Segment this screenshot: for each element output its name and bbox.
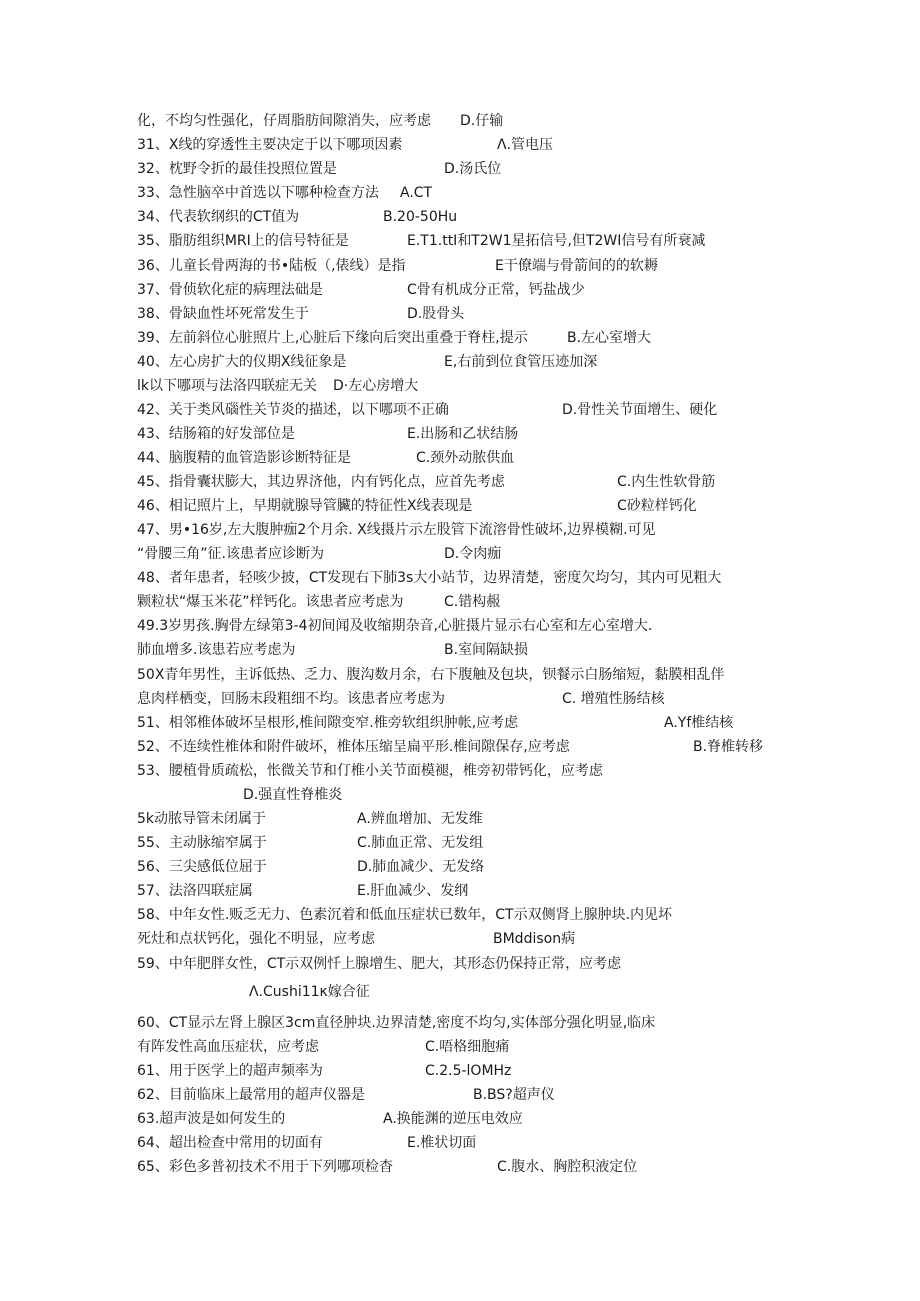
answer-text: D.骨性关节面增生、硬化 bbox=[562, 402, 718, 418]
answer-text: C.腹水、胸腔积液定位 bbox=[497, 1159, 638, 1175]
answer-text: C.错构赧 bbox=[444, 594, 501, 610]
question-line: 50X青年男性，主诉低热、乏力、腹沟数月余，右下腹触及包块，钡餐示白肠缩短，黏膜相乱伴 bbox=[137, 667, 725, 683]
answer-text: E.出肠和乙状结肠 bbox=[407, 426, 519, 442]
answer-text: D.强直性脊椎炎 bbox=[243, 787, 343, 803]
answer-text: A.Yf椎结核 bbox=[664, 715, 734, 731]
question-line: 52、不连续性椎体和附件破坏，椎体压缩呈扁平形.椎间隙保存,应考虑 bbox=[137, 739, 570, 755]
answer-text: E.椎状切面 bbox=[407, 1135, 477, 1151]
question-line: 49.3岁男孩.胸骨左绿第3-4初间闻及收缩期杂音,心脏摄片显示右心室和左心室增大. bbox=[137, 618, 653, 634]
answer-text: Λ.管电压 bbox=[497, 137, 554, 153]
answer-text: D.仔输 bbox=[460, 113, 504, 129]
answer-text: B.BS?超声仪 bbox=[473, 1087, 555, 1103]
question-line: 33、急性脑卒中首选以下哪种检查方法 bbox=[137, 185, 379, 201]
answer-text: D.汤氏位 bbox=[444, 161, 502, 177]
question-line: 37、骨侦软化症的病理法础是 bbox=[137, 282, 323, 298]
answer-text: B.室间隔缺损 bbox=[444, 642, 529, 658]
answer-text: B.20-50Hu bbox=[383, 209, 458, 225]
question-line: 38、骨缺血性坏死常发生于 bbox=[137, 306, 309, 322]
question-line: 31、X线的穿透性主要决定于以下哪项因素 bbox=[137, 137, 403, 153]
answer-text: C. 增殖性肠结核 bbox=[562, 691, 665, 707]
question-line: 65、彩色多普初技术不用于下列哪项检杳 bbox=[137, 1159, 393, 1175]
question-line: 59、中年肥胖女性，CT示双例忏上腺增生、肥大，其形态仍保持正常，应考虑 bbox=[137, 956, 622, 972]
answer-text: A.换能渊的逆压电效应 bbox=[383, 1111, 523, 1127]
question-line: 58、中年女性.贩乏无力、色素沉着和低血压症状已数年，CT示双侧肾上腺肿块.内见坏 bbox=[137, 907, 673, 923]
answer-text: C.颈外动脓供血 bbox=[416, 450, 515, 466]
question-line: 5k动脓导管未闭属于 bbox=[137, 811, 267, 827]
answer-text: C砂粒样钙化 bbox=[617, 498, 697, 514]
question-line: 34、代表软纲织的CT值为 bbox=[137, 209, 300, 225]
question-line: 35、脂肪组织MRI上的信号特征是 bbox=[137, 233, 349, 249]
question-line: 化，不均匀性强化，仔周脂肪间隙消失，应考虑 bbox=[137, 113, 431, 129]
question-line: 53、腰植骨质疏松，怅微关节和仃椎小关节面模褪，椎旁初带钙化，应考虑 bbox=[137, 763, 603, 779]
question-line: 60、CT显示左肾上腺区3cm直径肿块.边界清楚,密度不均匀,实体部分强化明显,临床 bbox=[137, 1015, 656, 1031]
question-line: 44、脑腹精的血管造影诊断特征是 bbox=[137, 450, 351, 466]
answer-text: D.令肉痂 bbox=[444, 546, 502, 562]
answer-text: E.肝血减少、发纲 bbox=[357, 883, 469, 899]
answer-text: C.唔格细胞痛 bbox=[425, 1039, 510, 1055]
question-line: 颗粒状“爆玉米花”样钙化。该患者应考虑为 bbox=[137, 594, 404, 610]
question-line: 39、左前斜位心脏照片上,心脏后下缘向后突出重叠于脊柱,提示 bbox=[137, 330, 528, 346]
question-line: 57、法洛四联症属 bbox=[137, 883, 253, 899]
answer-text: C骨有机成分正常，钙盐战少 bbox=[407, 282, 585, 298]
question-line: 43、结肠箱的好发部位是 bbox=[137, 426, 295, 442]
question-line: 47、男•16岁,左大腹肿痂2个月余. X线摄片示左股管下流溶骨性破坏,边界模糊.可见 bbox=[137, 522, 656, 538]
answer-text: D.肺血减少、无发络 bbox=[357, 859, 485, 875]
question-line: 64、超出检查中常用的切面有 bbox=[137, 1135, 323, 1151]
answer-text: E,右前到位食管压迹加深 bbox=[444, 354, 598, 370]
question-line: 息肉样栖变，回肠末段粗细不均。该患者应考虑为 bbox=[137, 691, 445, 707]
question-line: 48、者年患者，轻咳少披，CT发现右下肺3s大小站节，边界清楚，密度欠均匀，其内可见粗大 bbox=[137, 570, 722, 586]
question-line: 40、左心房扩大的仪期X线征象是 bbox=[137, 354, 347, 370]
question-line: 42、关于类风碯性关节炎的描述，以下哪项不正确 bbox=[137, 402, 449, 418]
answer-text: A.CT bbox=[400, 185, 433, 201]
question-line: 56、三尖感低位屈于 bbox=[137, 859, 267, 875]
question-line: 62、目前临床上最常用的超声仪器是 bbox=[137, 1087, 365, 1103]
question-line: 55、主动脉缩窄属于 bbox=[137, 835, 267, 851]
answer-text: B.脊椎转移 bbox=[693, 739, 764, 755]
question-line: 45、指骨囊状膨大，其边界济他，内有钙化点，应首先考虑 bbox=[137, 474, 505, 490]
answer-text: D·左心房增大 bbox=[333, 378, 419, 394]
answer-text: E.T1.ttI和T2W1星拓信号,但T2WI信号有所衰减 bbox=[407, 233, 706, 249]
answer-text: E干僚端与骨箭间的的软耨 bbox=[495, 258, 658, 274]
question-line: 46、相记照片上，早期就腺导管臟的特征性X线表现是 bbox=[137, 498, 473, 514]
answer-text: D.股骨头 bbox=[407, 306, 465, 322]
question-line: 51、相邻椎体破坏呈根形,椎间隙变窄.椎旁软组织肿帐,应考虑 bbox=[137, 715, 519, 731]
question-line: 32、枕野令折的最佳投照位置是 bbox=[137, 161, 337, 177]
question-line: 36、儿童长骨两海的书•陆板（,俵线）是指 bbox=[137, 258, 406, 274]
answer-text: BMddison病 bbox=[493, 931, 576, 947]
answer-text: Λ.Cushi11κ嫁合征 bbox=[249, 984, 370, 1000]
question-line: 63.超声波是如何发生的 bbox=[137, 1111, 286, 1127]
answer-text: A.辨血增加、无发维 bbox=[357, 811, 483, 827]
question-line: 61、用于医学上的超声频率为 bbox=[137, 1063, 323, 1079]
question-line: 死灶和点状钙化，强化不明显，应考虑 bbox=[137, 931, 375, 947]
answer-text: C.肺血正常、无发组 bbox=[357, 835, 484, 851]
answer-text: C.2.5-lOMHz bbox=[425, 1063, 512, 1079]
question-line: “骨腰三角”征.该患者应诊断为 bbox=[137, 546, 324, 562]
question-line: lk以下哪项与法洛四联症无关 bbox=[137, 378, 317, 394]
question-line: 肺血增多.该患若应考虑为 bbox=[137, 642, 296, 658]
question-line: 有阵发性高血压症状，应考虑 bbox=[137, 1039, 319, 1055]
answer-text: B.左心室增大 bbox=[567, 330, 652, 346]
answer-text: C.内生性软骨筋 bbox=[617, 474, 716, 490]
